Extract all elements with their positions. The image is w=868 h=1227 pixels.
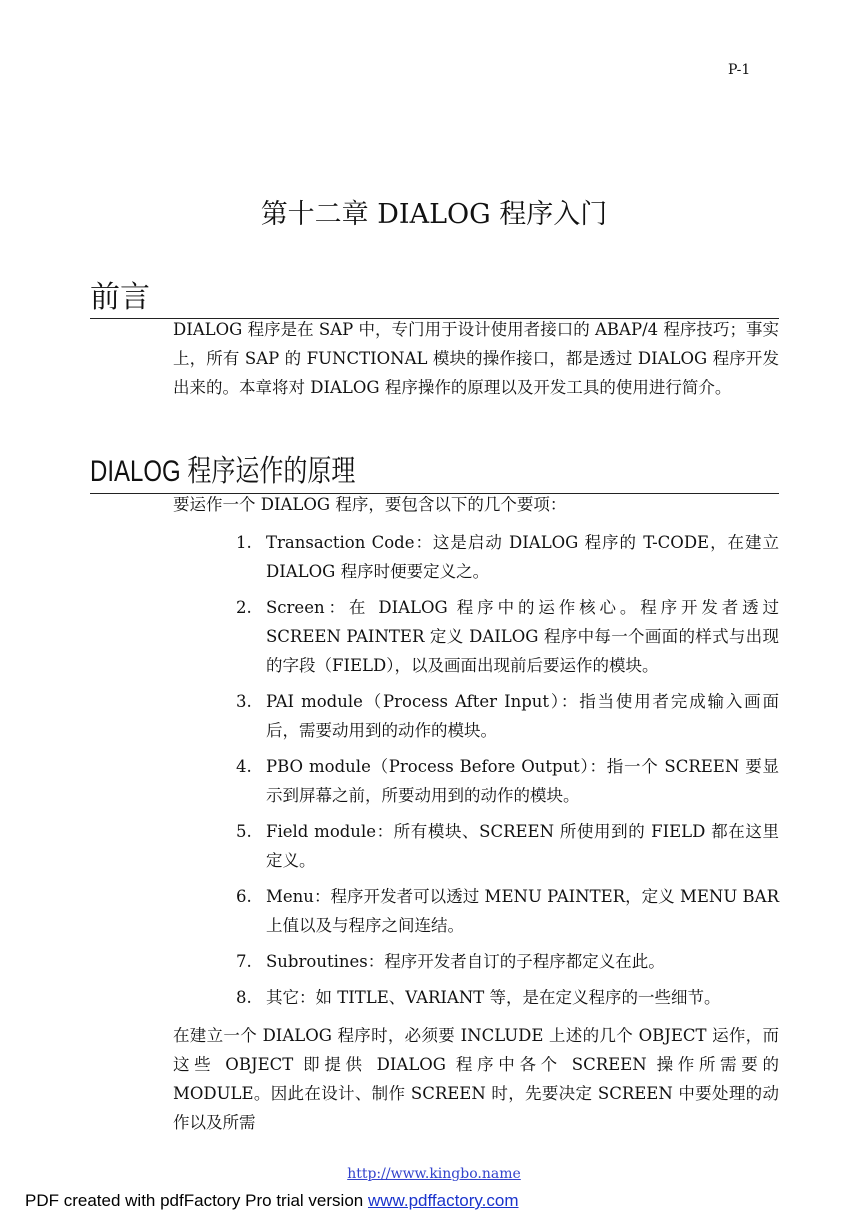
pdf-creator-notice [25,1191,519,1211]
list-item [236,528,779,586]
list-item-text: Field module：所有模块、SCREEN 所使用到的 FIELD 都在这里定义。 [266,822,779,870]
list-item [236,593,779,680]
list-item-text: Subroutines：程序开发者自订的子程序都定义在此。 [266,952,665,971]
list-item-text: Transaction Code：这是启动 DIALOG 程序的 T-CODE，在建立 DIALOG 程序时便要定义之。 [266,533,779,581]
footer-url-link[interactable]: http://www.kingbo.name [347,1166,521,1182]
list-item-number: 8. [236,988,252,1007]
preface-paragraph: DIALOG 程序是在 SAP 中，专门用于设计使用者接口的 ABAP/4 程序技巧；事实上，所有 SAP 的 FUNCTIONAL 模块的操作接口，都是透过 DIALOG 程序开发出来的。本章将对 DIALOG 程序操作的原理以及开发工具的使用进行简介。 [173,320,779,397]
closing-paragraph: 在建立一个 DIALOG 程序时，必须要 INCLUDE 上述的几个 OBJECT 运作，而这些 OBJECT 即提供 DIALOG 程序中各个 SCREEN 操作所需要的 MODULE。因此在设计、制作 SCREEN 时，先要决定 SCREEN 中要处理的动作以及所需 [173,1026,779,1132]
list-item [236,687,779,745]
page-number: P-1 [728,62,751,78]
principle-heading: DIALOG 程序运作的原理 [90,455,356,488]
list-item-number: 2. [236,598,252,617]
list-item-number: 5. [236,822,252,841]
list-item-number: 4. [236,757,252,776]
principle-intro: 要运作一个 DIALOG 程序，要包含以下的几个要项： [173,495,567,514]
preface-heading: 前言 [90,280,150,315]
list-item [236,983,779,1012]
requirement-list [236,528,779,1019]
list-item-text: Menu：程序开发者可以透过 MENU PAINTER，定义 MENU BAR 上值以及与程序之间连结。 [266,887,779,935]
list-item [236,882,779,940]
list-item-number: 6. [236,887,252,906]
pdf-notice-text: PDF created with pdfFactory Pro trial version [25,1191,368,1210]
list-item-number: 1. [236,533,252,552]
list-item [236,947,779,976]
list-item-text: Screen：在 DIALOG 程序中的运作核心。程序开发者透过 SCREEN PAINTER 定义 DAILOG 程序中每一个画面的样式与出现的字段（FIELD），以及画面出现前后要运作的模块。 [266,598,779,675]
list-item-text: PAI module（Process After Input）：指当使用者完成输入画面后，需要动用到的动作的模块。 [266,692,779,740]
chapter-title: 第十二章 DIALOG 程序入门 [260,199,608,230]
footer-url [0,1166,868,1182]
pdffactory-link[interactable]: www.pdffactory.com [367,1191,519,1210]
list-item [236,752,779,810]
list-item-number: 7. [236,952,252,971]
list-item [236,817,779,875]
list-item-text: PBO module（Process Before Output）：指一个 SCREEN 要显示到屏幕之前，所要动用到的动作的模块。 [266,757,779,805]
list-item-number: 3. [236,692,252,711]
list-item-text: 其它：如 TITLE、VARIANT 等，是在定义程序的一些细节。 [266,988,721,1007]
